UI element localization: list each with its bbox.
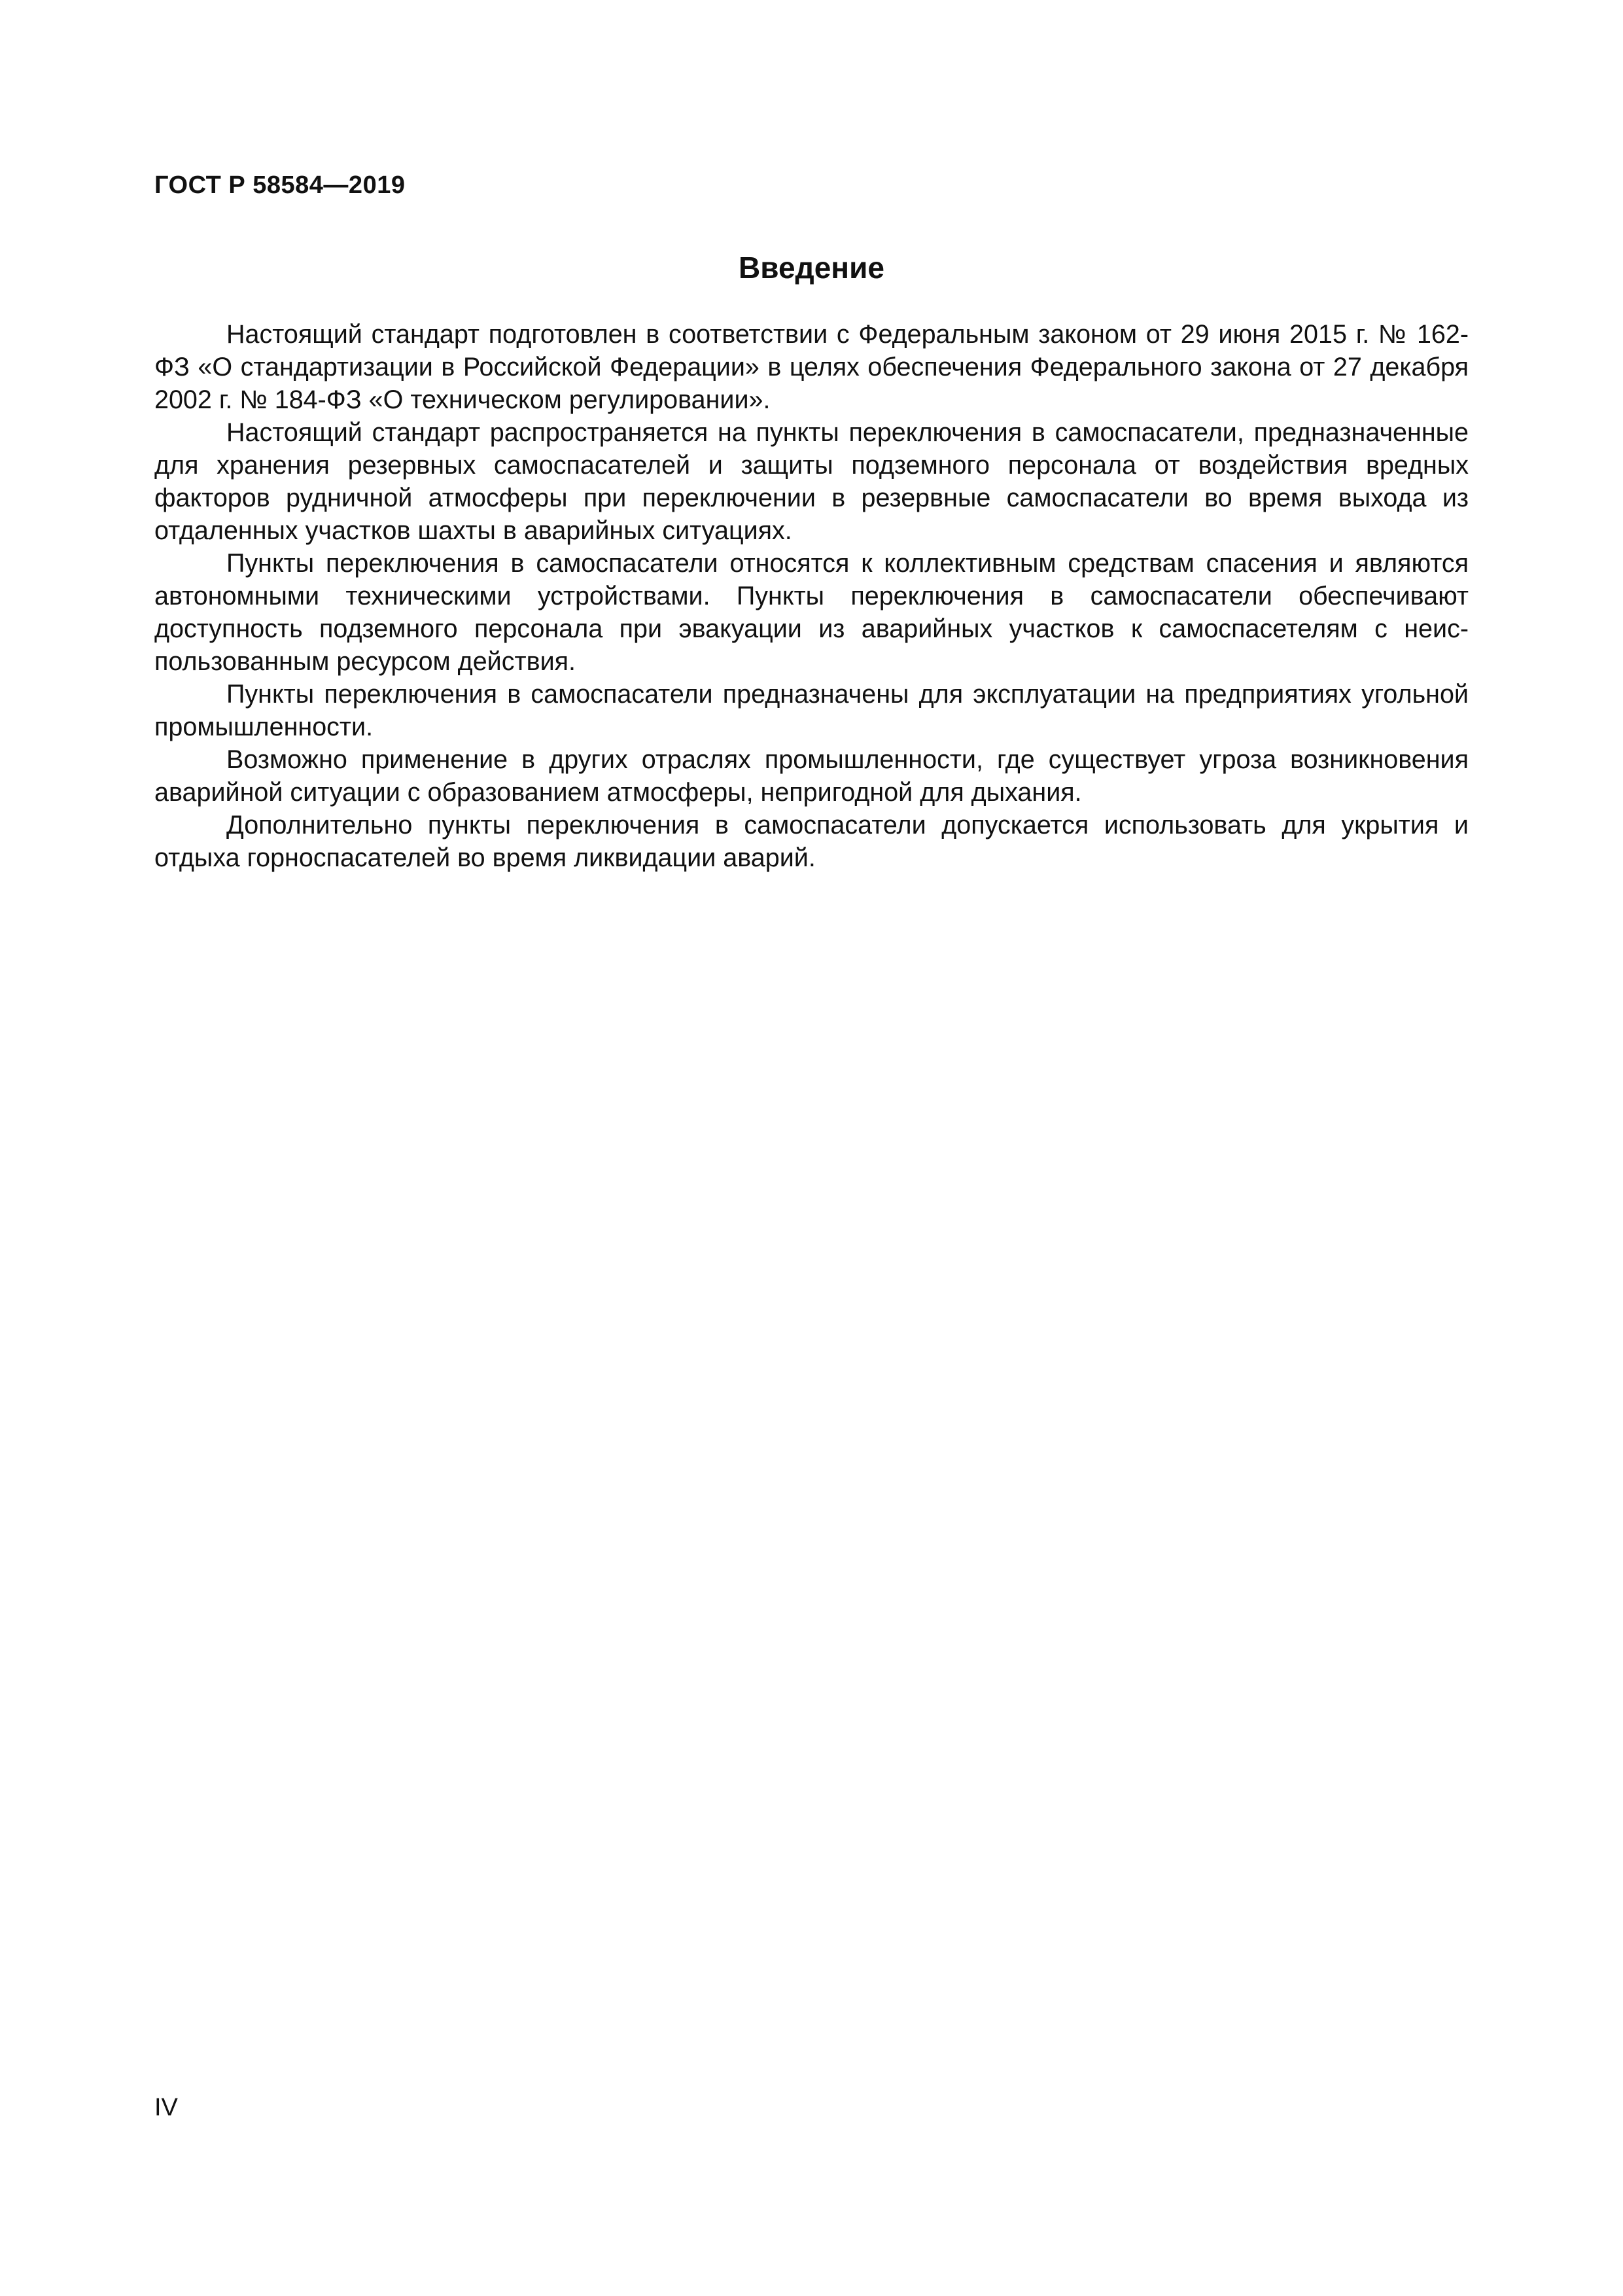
paragraph: Дополнительно пункты переключения в самоспасатели допускается использовать для укрытия и отдыха горноспасателей во время ликвидации аварий. <box>154 811 1469 872</box>
section-title: Введение <box>739 251 884 285</box>
paragraph: Возможно применение в других отраслях промышленности, где существует угроза возникновения аварийной ситуации с образованием атмосферы, непригодной для дыхания. <box>154 745 1469 807</box>
page-number: IV <box>154 2094 178 2121</box>
paragraph: Настоящий стандарт подготовлен в соответствии с Федеральным законом от 29 июня 2015 г. № 162-ФЗ «О стандартизации в Российской Федерации» в целях обеспечения Федерального закона от 27 декабря 2002 г. № 184-ФЗ «О техническом регулировании». <box>154 320 1469 414</box>
paragraph: Настоящий стандарт распространяется на пункты переключения в самоспасатели, предназначенные для хранения резервных самоспасателей и защиты подземного персонала от воздействия вредных факторов рудничной атмосферы при переключении в резервные самоспасатели во время выхода из отдаленных участков шахты в аварийных ситуациях. <box>154 418 1469 545</box>
paragraph: Пункты переключения в самоспасатели относятся к коллективным средствам спасения и являются автономными техническими устройствами. Пункты переключения в самоспасатели обеспечивают доступность подземного персонала при эвакуации из аварийных участков к самоспасетелям с неиспользованным ресурсом действия. <box>154 549 1469 676</box>
paragraph: Пункты переключения в самоспасатели предназначены для эксплуатации на предприятиях угольной промышленности. <box>154 680 1469 741</box>
document-header: ГОСТ Р 58584—2019 <box>154 171 406 199</box>
introduction-body <box>154 318 1469 874</box>
